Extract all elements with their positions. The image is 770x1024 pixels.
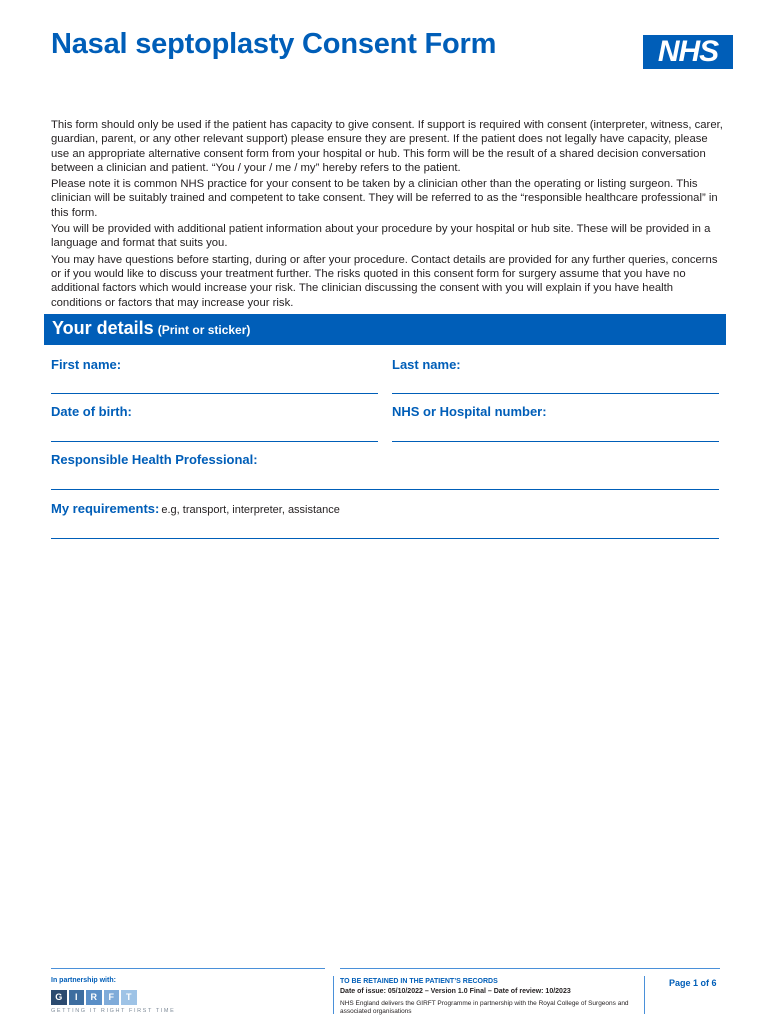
- responsible-health-professional-label: Responsible Health Professional:: [51, 452, 258, 467]
- requirements-hint: e.g, transport, interpreter, assistance: [161, 504, 340, 516]
- date-of-birth-label: Date of birth:: [51, 404, 132, 419]
- page-number: Page 1 of 6: [669, 978, 717, 988]
- issue-date: Date of issue: 05/10/2022 – Version 1.0 Final – Date of review: 10/2023: [340, 988, 571, 995]
- girft-letter: F: [104, 990, 120, 1005]
- girft-logo-icon: [51, 990, 139, 1005]
- your-details-header: [44, 314, 726, 345]
- intro-paragraph: This form should only be used if the patient has capacity to give consent. If support is required with consent (interpreter, witness, carer, guardian, parent, or any other relevant support) please ensure they are present. If the patient does not legally have capacity, please use an appropriate alternative consent form from your hospital or hub. This form will be the result of a shared decision conversation between a clinician and patient. “You / your / me / my” hereby refers to the patient.: [51, 119, 723, 174]
- girft-tagline: GETTING IT RIGHT FIRST TIME: [51, 1008, 176, 1014]
- section-title-text: Your details: [52, 318, 154, 338]
- section-subtitle: (Print or sticker): [157, 323, 251, 337]
- girft-letter: G: [51, 990, 67, 1005]
- nhs-number-label: NHS or Hospital number:: [392, 404, 547, 419]
- intro-paragraph: You will be provided with additional patient information about your procedure by your hospital or hub site. These will be provided in a language and format that suits you.: [51, 223, 711, 250]
- nhs-logo-icon: NHS: [643, 35, 733, 69]
- girft-letter: I: [69, 990, 85, 1005]
- requirements-label: [51, 501, 340, 516]
- footer-divider: [51, 968, 325, 969]
- intro-text: [51, 118, 723, 312]
- page-title: Nasal septoplasty Consent Form: [51, 28, 497, 60]
- first-name-label: First name:: [51, 357, 122, 372]
- girft-letter: T: [121, 990, 137, 1005]
- nhs-number-field[interactable]: [392, 441, 719, 442]
- retain-notice: TO BE RETAINED IN THE PATIENT’S RECORDS: [340, 978, 498, 985]
- last-name-field[interactable]: [392, 393, 719, 394]
- first-name-field[interactable]: [51, 393, 378, 394]
- intro-paragraph: Please note it is common NHS practice for your consent to be taken by a clinician other than the operating or listing surgeon. This clinician will be suitably trained and competent to take consent. They will be referred to as the “responsible healthcare professional” in this form.: [51, 178, 718, 219]
- partner-label: In partnership with:: [51, 977, 116, 984]
- requirements-label-text: My requirements:: [51, 501, 160, 516]
- requirements-field[interactable]: [51, 538, 719, 539]
- last-name-label: Last name:: [392, 357, 461, 372]
- date-of-birth-field[interactable]: [51, 441, 378, 442]
- girft-letter: R: [86, 990, 102, 1005]
- section-title: [52, 318, 250, 339]
- footer-divider: [340, 968, 720, 969]
- intro-paragraph: You may have questions before starting, during or after your procedure. Contact details are provided for any further queries, concerns or if you would like to discuss your treatment further. The risks quoted in this consent form for surgery assume that you have no additional factors which would increase your risk. The clinician discussing the consent with you will explain if you have health conditions or factors that may increase your risk.: [51, 253, 718, 309]
- programme-note: NHS England delivers the GIRFT Programme in partnership with the Royal College of Surgeons and associated organisations: [340, 1000, 629, 1015]
- footer-vertical-divider: [333, 976, 334, 1014]
- footer-vertical-divider: [644, 976, 645, 1014]
- responsible-health-professional-field[interactable]: [51, 489, 719, 490]
